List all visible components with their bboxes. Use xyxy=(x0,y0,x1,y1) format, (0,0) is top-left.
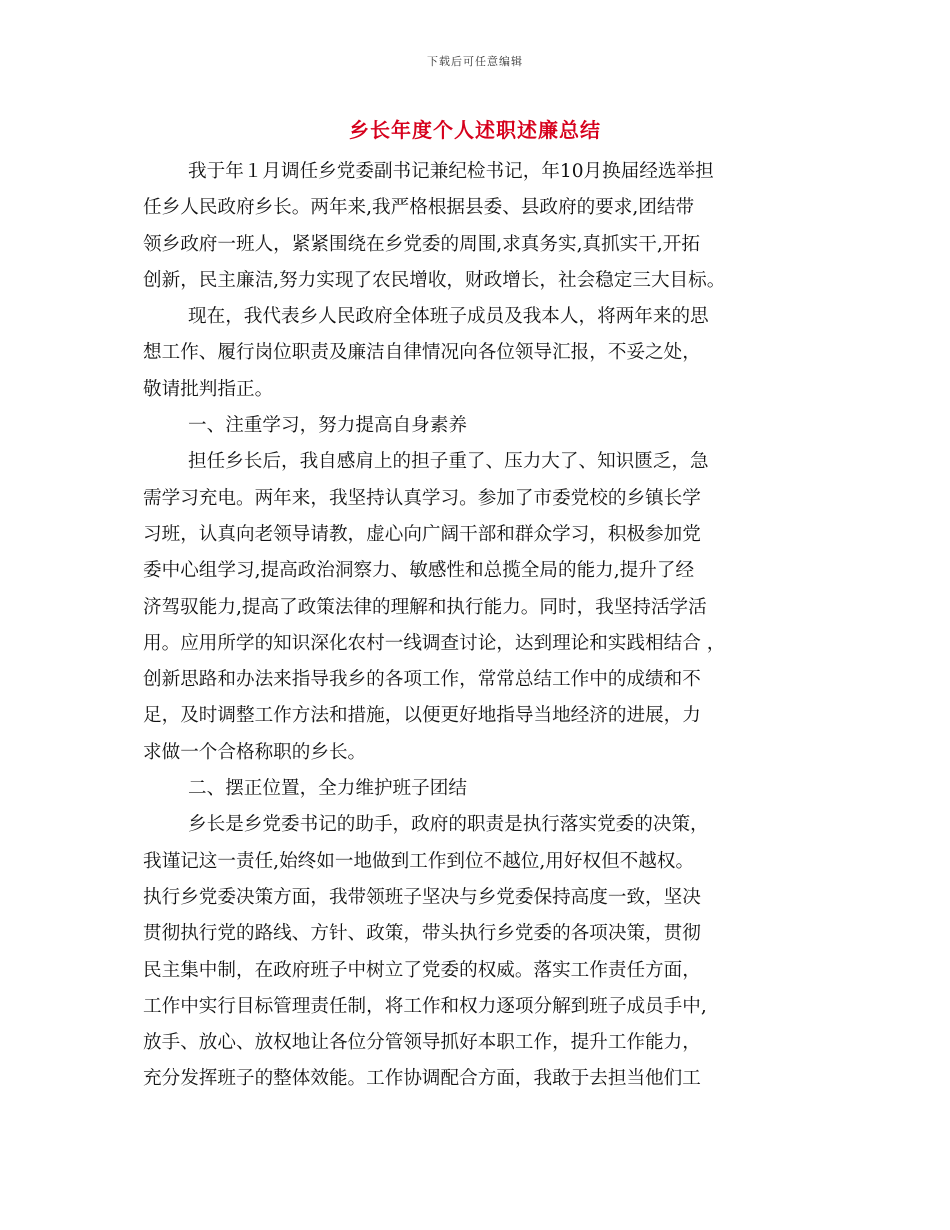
paragraph-line: 充分发挥班子的整体效能。工作协调配合方面，我敢于去担当他们工 xyxy=(143,1068,701,1090)
paragraph-line: 习班，认真向老领导请教，虚心向广阔干部和群众学习，积极参加党 xyxy=(143,523,701,545)
paragraph-line: 放手、放心、放权地让各位分管领导抓好本职工作，提升工作能力， xyxy=(143,1032,701,1054)
paragraph-line: 贯彻执行党的路线、方针、政策，带头执行乡党委的各项决策，贯彻 xyxy=(143,923,701,945)
paragraph-line: 敬请批判指正。 xyxy=(143,378,274,400)
paragraph-line: 我谨记这一责任,始终如一地做到工作到位不越位,用好权但不越权。 xyxy=(143,850,695,872)
paragraph-line: 创新思路和办法来指导我乡的各项工作，常常总结工作中的成绩和不 xyxy=(143,669,701,691)
paragraph-first-line: 一、注重学习，努力提高自身素养 xyxy=(188,415,467,437)
paragraph-line: 执行乡党委决策方面，我带领班子坚决与乡党委保持高度一致，坚决 xyxy=(143,886,701,908)
paragraph-line: 领乡政府一班人，紧紧围绕在乡党委的周围,求真务实,真抓实干,开拓 xyxy=(143,233,700,255)
paragraph-line: 需学习充电。两年来，我坚持认真学习。参加了市委党校的乡镇长学 xyxy=(143,487,701,509)
paragraph-line: 想工作、履行岗位职责及廉洁自律情况向各位领导汇报，不妥之处， xyxy=(143,342,701,364)
paragraph-first-line: 我于年１月调任乡党委副书记兼纪检书记，年10月换届经选举担 xyxy=(188,161,714,182)
paragraph-line: 济驾驭能力,提高了政策法律的理解和执行能力。同时，我坚持活学活 xyxy=(143,596,707,618)
paragraph-line: 委中心组学习,提高政治洞察力、敏感性和总揽全局的能力,提升了经 xyxy=(143,560,695,582)
page-header-note: 下载后可任意编辑 xyxy=(427,55,523,68)
paragraph-line: 创新，民主廉洁,努力实现了农民增收，财政增长，社会稳定三大目标。 xyxy=(143,269,726,291)
paragraph-line: 民主集中制，在政府班子中树立了党委的权威。落实工作责任方面， xyxy=(143,959,701,981)
document-body xyxy=(143,157,813,1101)
paragraph-line: 用。应用所学的知识深化农村一线调查讨论，达到理论和实践相结合 ， xyxy=(143,632,726,654)
paragraph-line: 足，及时调整工作方法和措施，以便更好地指导当地经济的进展，力 xyxy=(143,705,701,727)
paragraph-first-line: 现在，我代表乡人民政府全体班子成员及我本人，将两年来的思 xyxy=(188,306,709,328)
paragraph-line: 求做一个合格称职的乡长。 xyxy=(143,741,367,763)
document-title: 乡长年度个人述职述廉总结 xyxy=(349,118,601,142)
paragraph-first-line: 二、摆正位置，全力维护班子团结 xyxy=(188,778,467,800)
paragraph-line: 工作中实行目标管理责任制，将工作和权力逐项分解到班子成员手中, xyxy=(143,995,707,1017)
paragraph-line: 任乡人民政府乡长。两年来,我严格根据县委、县政府的要求,团结带 xyxy=(143,197,695,219)
paragraph-first-line: 乡长是乡党委书记的助手，政府的职责是执行落实党委的决策， xyxy=(188,814,709,836)
paragraph-first-line: 担任乡长后，我自感肩上的担子重了、压力大了、知识匮乏，急 xyxy=(188,451,709,473)
